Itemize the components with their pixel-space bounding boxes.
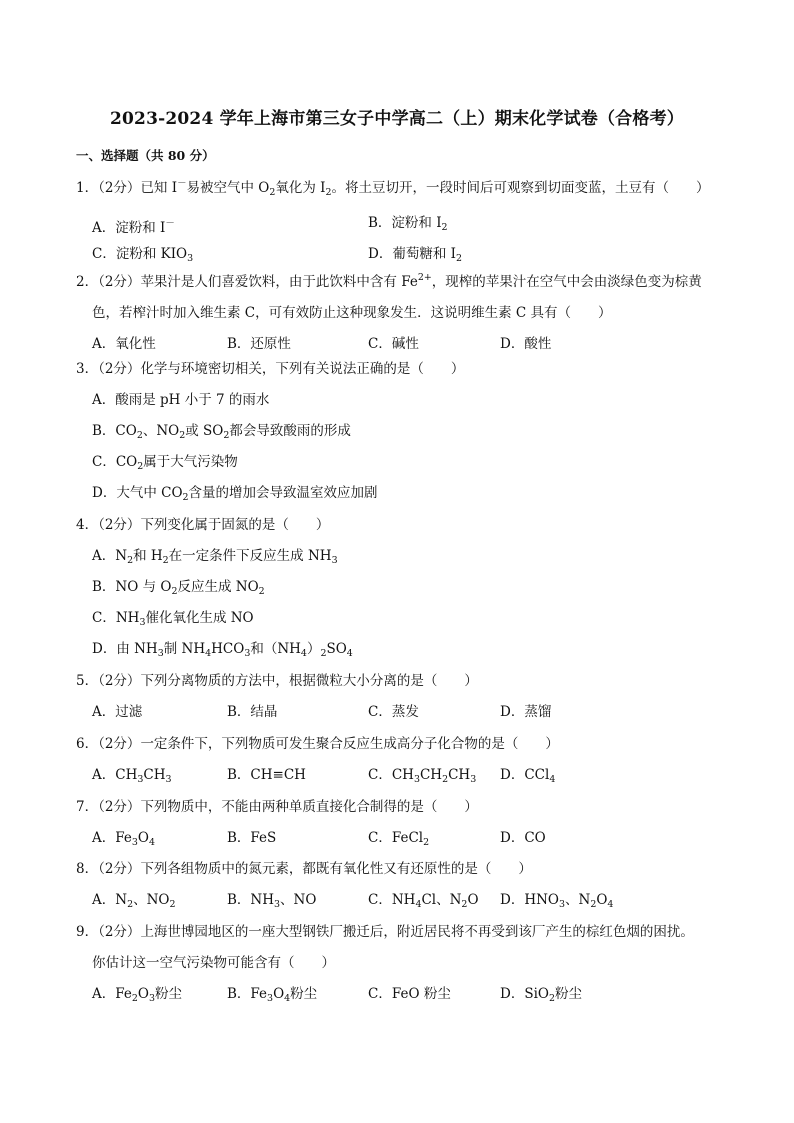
superscript: － bbox=[165, 218, 175, 229]
question-stem bbox=[76, 354, 726, 385]
subscript: 3 bbox=[165, 774, 172, 785]
subscript: 2 bbox=[548, 993, 555, 1004]
option-text: 酸雨是 pH 小于 7 的雨水 bbox=[115, 392, 270, 408]
option-b bbox=[227, 885, 316, 920]
question-stem bbox=[76, 854, 726, 885]
option-text: 碱性 bbox=[391, 336, 419, 352]
option-letter: D． bbox=[500, 704, 525, 720]
section-heading: 一、选择题（共 80 分） bbox=[76, 148, 215, 163]
subscript: 2 bbox=[590, 899, 597, 910]
option-letter: C． bbox=[92, 610, 116, 626]
question-text: 下列各组物质中的氮元素，都既有氧化性又有还原性的是（ ） bbox=[140, 861, 532, 877]
option-letter: A． bbox=[92, 892, 116, 908]
subscript: 3 bbox=[470, 774, 477, 785]
option-text: $Fe_3O_4$粉尘 bbox=[250, 986, 318, 1004]
option-letter: C． bbox=[368, 336, 392, 352]
option-letter: D． bbox=[368, 246, 393, 262]
option-c bbox=[368, 979, 451, 1010]
question-stem-continued: 你估计这一空气污染物可能含有（ ） bbox=[92, 955, 335, 971]
question-stem bbox=[76, 729, 726, 760]
question-1 bbox=[76, 168, 726, 270]
subscript: 3 bbox=[131, 837, 138, 848]
option-text: $HNO_3$、$N_2O_4$ bbox=[524, 892, 614, 910]
subscript: 2 bbox=[127, 555, 134, 566]
question-points: （2分） bbox=[98, 361, 141, 377]
option-letter: C． bbox=[92, 246, 116, 262]
option-c bbox=[368, 760, 476, 795]
option-b bbox=[227, 823, 276, 854]
subscript: 4 bbox=[607, 899, 614, 910]
option-letter: A． bbox=[92, 336, 116, 352]
subscript: 2 bbox=[320, 648, 327, 659]
option-text: CCl$_4$ bbox=[524, 767, 556, 785]
question-7 bbox=[76, 792, 726, 854]
subscript: 4 bbox=[415, 899, 422, 910]
question-points: （2分） bbox=[98, 799, 141, 815]
subscript: 2 bbox=[162, 555, 169, 566]
option-text: $NH_4Cl$、$N_2O$ bbox=[391, 892, 479, 910]
option-a bbox=[92, 979, 182, 1014]
question-number: 3． bbox=[76, 361, 99, 377]
option-letter: B． bbox=[227, 986, 251, 1002]
option-b bbox=[76, 416, 726, 447]
question-number: 9． bbox=[76, 924, 99, 940]
subscript: 2 bbox=[442, 774, 449, 785]
question-text: 下列分离物质的方法中，根据微粒大小分离的是（ ） bbox=[140, 673, 478, 689]
option-c bbox=[76, 603, 726, 634]
question-stem bbox=[76, 510, 726, 541]
option-letter: C． bbox=[368, 767, 392, 783]
subscript: 4 bbox=[284, 993, 291, 1004]
option-d bbox=[500, 697, 551, 728]
question-points: （2分） bbox=[98, 180, 141, 196]
superscript: 2+ bbox=[417, 272, 432, 283]
options-row bbox=[76, 979, 726, 1010]
option-text: 结晶 bbox=[250, 704, 278, 720]
subscript: 2 bbox=[269, 187, 276, 198]
question-points: （2分） bbox=[98, 517, 141, 533]
option-text: $Fe_2O_3$粉尘 bbox=[115, 986, 182, 1004]
option-letter: C． bbox=[368, 830, 392, 846]
option-text: $CO_2$、$NO_2$或 $SO_2$都会导致酸雨的形成 bbox=[115, 423, 351, 441]
option-text: 还原性 bbox=[250, 336, 291, 352]
option-a bbox=[76, 541, 726, 572]
options-row bbox=[76, 885, 726, 916]
option-text: $N_2$和 $H_2$在一定条件下反应生成 $NH_3$ bbox=[115, 548, 338, 566]
option-text: $Fe_3O_4$ bbox=[115, 830, 155, 848]
options-row bbox=[76, 208, 726, 239]
page-title: 2023-2024 学年上海市第三女子中学高二（上）期末化学试卷（合格考） bbox=[109, 109, 684, 129]
subscript: 4 bbox=[300, 648, 307, 659]
option-d bbox=[500, 979, 582, 1014]
option-letter: A． bbox=[92, 986, 116, 1002]
option-text: 酸性 bbox=[524, 336, 552, 352]
subscript: 3 bbox=[274, 899, 281, 910]
subscript: 2 bbox=[441, 222, 448, 233]
subscript: 2 bbox=[182, 492, 189, 503]
question-points: （2分） bbox=[98, 673, 141, 689]
option-letter: A． bbox=[92, 767, 116, 783]
option-text: 淀粉和 $KIO_3$ bbox=[115, 246, 194, 264]
question-number: 5． bbox=[76, 673, 99, 689]
option-letter: C． bbox=[368, 892, 392, 908]
question-2 bbox=[76, 262, 726, 360]
subscript: 3 bbox=[137, 774, 144, 785]
subscript: 3 bbox=[331, 555, 338, 566]
question-6 bbox=[76, 729, 726, 791]
option-letter: B． bbox=[92, 423, 116, 439]
option-letter: B． bbox=[92, 579, 116, 595]
option-c bbox=[368, 697, 419, 728]
option-letter: B． bbox=[227, 830, 251, 846]
option-text: NO 与 $O_2$反应生成 $NO_2$ bbox=[115, 579, 265, 597]
subscript: 4 bbox=[346, 648, 353, 659]
option-letter: B． bbox=[227, 892, 251, 908]
question-number: 2． bbox=[76, 274, 99, 290]
option-text: 蒸馏 bbox=[524, 704, 552, 720]
subscript: 2 bbox=[461, 899, 468, 910]
question-3 bbox=[76, 354, 726, 509]
subscript: 2 bbox=[223, 430, 230, 441]
subscript: 2 bbox=[137, 461, 144, 472]
option-letter: D． bbox=[92, 485, 117, 501]
option-text: FeS bbox=[250, 830, 277, 846]
option-text: 由 $NH_3$制 $NH_4HCO_3$和$(NH_4)_2SO_4$ bbox=[116, 641, 353, 659]
option-letter: A． bbox=[92, 220, 116, 236]
subscript: 2 bbox=[325, 187, 332, 198]
question-9 bbox=[76, 917, 726, 1010]
option-text: $CH_3CH_2CH_3$ bbox=[391, 767, 477, 785]
option-letter: A． bbox=[92, 392, 116, 408]
option-letter: B． bbox=[227, 767, 251, 783]
question-points: （2分） bbox=[98, 924, 141, 940]
question-text: 化学与环境密切相关，下列有关说法正确的是（ ） bbox=[140, 361, 465, 377]
subscript: 3 bbox=[267, 993, 274, 1004]
option-d bbox=[76, 478, 726, 509]
subscript: 2 bbox=[179, 430, 186, 441]
subscript: 3 bbox=[139, 617, 146, 628]
option-text: $NH_3$、NO bbox=[250, 892, 317, 910]
question-text: 下列物质中，不能由两种单质直接化合制得的是（ ） bbox=[140, 799, 478, 815]
option-a bbox=[92, 760, 172, 795]
option-text: 淀粉和 I－ bbox=[115, 218, 175, 236]
option-letter: D． bbox=[500, 767, 525, 783]
option-text: SiO$_2$粉尘 bbox=[524, 986, 582, 1004]
option-text: FeO 粉尘 bbox=[391, 986, 451, 1002]
option-a bbox=[92, 823, 155, 858]
option-d bbox=[500, 760, 555, 795]
subscript: 3 bbox=[148, 993, 155, 1004]
question-number: 7． bbox=[76, 799, 99, 815]
superscript: － bbox=[177, 178, 187, 189]
subscript: 2 bbox=[127, 899, 134, 910]
question-stem-continued: 色，若榨汁时加入维生素 C，可有效防止这种现象发生．这说明维生素 C 具有（ ） bbox=[92, 305, 612, 321]
subscript: 4 bbox=[205, 648, 212, 659]
option-letter: D． bbox=[92, 641, 117, 657]
option-b bbox=[227, 760, 306, 791]
question-points: （2分） bbox=[98, 861, 141, 877]
option-text: 蒸发 bbox=[391, 704, 419, 720]
question-stem bbox=[76, 917, 726, 948]
question-stem bbox=[76, 792, 726, 823]
option-letter: B． bbox=[368, 215, 392, 231]
question-points: （2分） bbox=[98, 736, 141, 752]
option-text: $CO_2$属于大气污染物 bbox=[115, 454, 238, 472]
option-text: 过滤 bbox=[115, 704, 143, 720]
question-text: 上海世博园地区的一座大型钢铁厂搬迁后，附近居民将不再受到该厂产生的棕红色烟的困扰。 bbox=[140, 924, 694, 940]
option-c bbox=[368, 885, 479, 920]
question-text: 已知 I－易被空气中 $O_2$氧化为 $I_2$。将土豆切开，一段时间后可观察到切面变蓝，土豆有（ ） bbox=[140, 178, 710, 198]
question-points: （2分） bbox=[98, 274, 141, 290]
subscript: 3 bbox=[244, 648, 251, 659]
option-letter: D． bbox=[500, 892, 525, 908]
question-4 bbox=[76, 510, 726, 665]
option-c bbox=[368, 823, 429, 858]
question-number: 8． bbox=[76, 861, 99, 877]
option-b bbox=[227, 979, 317, 1014]
option-letter: D． bbox=[500, 336, 525, 352]
subscript: 4 bbox=[148, 837, 155, 848]
subscript: 2 bbox=[423, 837, 430, 848]
option-d bbox=[500, 823, 546, 854]
options-row bbox=[76, 823, 726, 854]
option-text: CO bbox=[524, 830, 546, 846]
option-letter: D． bbox=[500, 830, 525, 846]
option-letter: D． bbox=[500, 986, 525, 1002]
option-text: CH≡CH bbox=[250, 767, 306, 783]
question-text: 苹果汁是人们喜爱饮料，由于此饮料中含有 $Fe^{2+}$，现榨的苹果汁在空气中会由淡绿色变为棕黄 bbox=[140, 272, 702, 290]
question-stem bbox=[76, 262, 726, 298]
options-row bbox=[76, 760, 726, 791]
option-b bbox=[76, 572, 726, 603]
option-letter: A． bbox=[92, 704, 116, 720]
question-number: 6． bbox=[76, 736, 99, 752]
option-b bbox=[227, 697, 277, 728]
question-8 bbox=[76, 854, 726, 916]
option-letter: B． bbox=[227, 704, 251, 720]
option-letter: A． bbox=[92, 548, 116, 564]
option-text: 葡萄糖和 $I_2$ bbox=[392, 246, 462, 264]
option-text: $CH_3CH_3$ bbox=[115, 767, 172, 785]
question-number: 4． bbox=[76, 517, 99, 533]
option-text: 大气中 $CO_2$含量的增加会导致温室效应加剧 bbox=[116, 485, 378, 503]
option-letter: C． bbox=[92, 454, 116, 470]
option-d bbox=[76, 634, 726, 665]
option-letter: B． bbox=[227, 336, 251, 352]
option-d bbox=[500, 885, 613, 920]
option-c bbox=[76, 447, 726, 478]
options-row bbox=[76, 697, 726, 728]
option-letter: C． bbox=[368, 986, 392, 1002]
option-a bbox=[76, 385, 726, 416]
option-letter: A． bbox=[92, 830, 116, 846]
option-a bbox=[92, 885, 175, 920]
option-text: $N_2$、$NO_2$ bbox=[115, 892, 176, 910]
question-text: 下列变化属于固氮的是（ ） bbox=[140, 517, 330, 533]
question-text: 一定条件下，下列物质可发生聚合反应生成高分子化合物的是（ ） bbox=[140, 736, 559, 752]
subscript: 3 bbox=[187, 253, 194, 264]
option-text: 淀粉和 $I_2$ bbox=[391, 215, 448, 233]
question-stem bbox=[76, 666, 726, 697]
subscript: 4 bbox=[549, 774, 556, 785]
subscript: 3 bbox=[413, 774, 420, 785]
subscript: 3 bbox=[558, 899, 565, 910]
question-number: 1． bbox=[76, 180, 99, 196]
question-5 bbox=[76, 666, 726, 728]
option-a bbox=[92, 697, 142, 728]
subscript: 2 bbox=[131, 993, 138, 1004]
subscript: 3 bbox=[157, 648, 164, 659]
option-b bbox=[368, 208, 448, 243]
subscript: 2 bbox=[136, 430, 143, 441]
question-stem bbox=[76, 168, 726, 208]
subscript: 2 bbox=[169, 899, 176, 910]
option-text: $NH_3$催化氧化生成 NO bbox=[115, 610, 254, 628]
subscript: 2 bbox=[258, 586, 265, 597]
option-text: 氧化性 bbox=[115, 336, 156, 352]
option-text: FeCl$_2$ bbox=[391, 830, 430, 848]
subscript: 2 bbox=[171, 586, 178, 597]
subscript: 2 bbox=[455, 253, 462, 264]
option-letter: C． bbox=[368, 704, 392, 720]
